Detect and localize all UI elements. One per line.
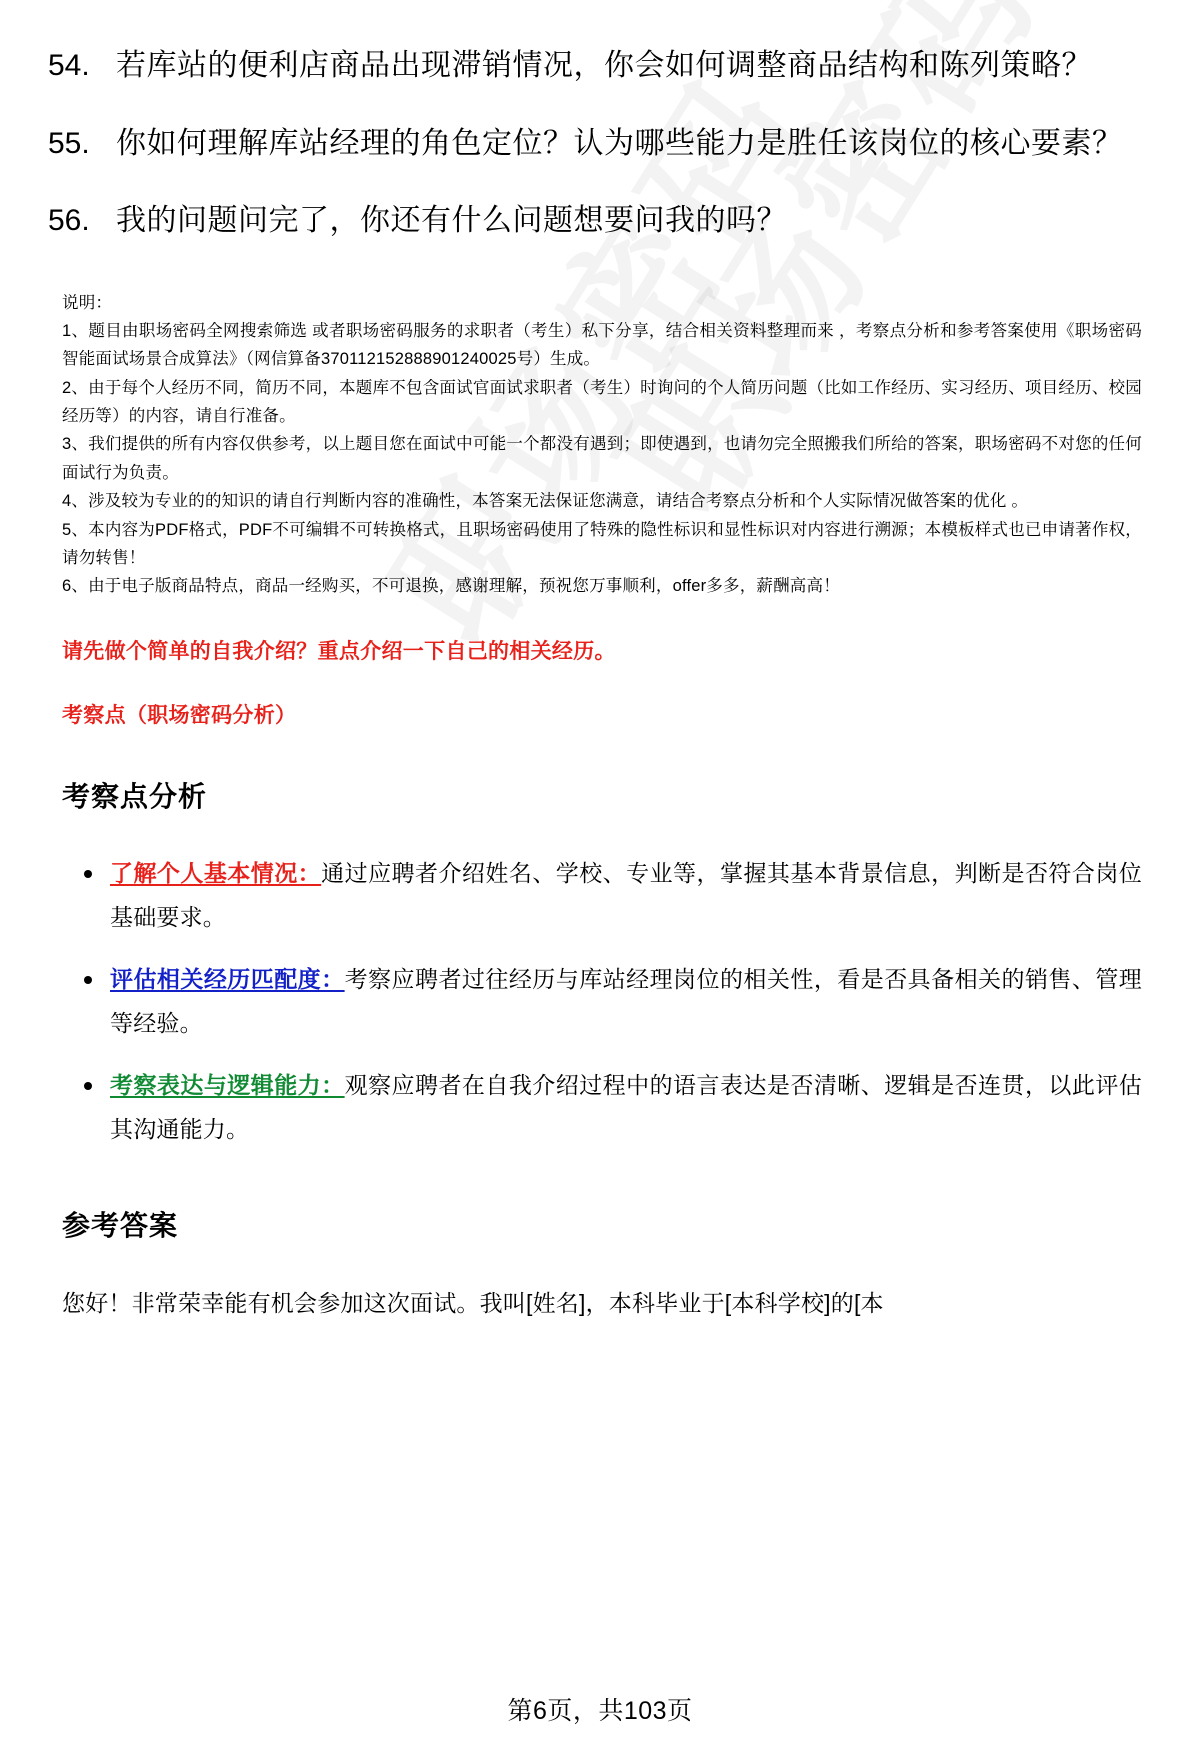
analysis-bullet-item — [110, 1063, 1142, 1151]
note-block — [0, 277, 1200, 601]
analysis-section-heading: 考察点分析 — [62, 780, 208, 812]
question-text: 你如何理解库站经理的角色定位？认为哪些能力是胜任该岗位的核心要素？ — [116, 126, 1123, 160]
question-text: 若库站的便利店商品出现滞销情况，你会如何调整商品结构和陈列策略？ — [116, 49, 1092, 82]
note-item-2: 2、由于每个人经历不同，简历不同，本题库不包含面试官面试求职者（考生）时询问的个人简历问题（比如工作经历、实习经历、项目经历、校园经历等）的内容，请自行准备。 — [62, 378, 1142, 425]
note-item-6: 6、由于电子版商品特点，商品一经购买，不可退换，感谢理解，预祝您万事顺利，offer多多，薪酬高高！ — [62, 577, 840, 596]
bullet-text: 观察应聘者在自我介绍过程中的语言表达是否清晰、逻辑是否连贯，以此评估其沟通能力。 — [110, 1072, 1142, 1143]
analysis-bullet-list — [0, 851, 1200, 1152]
exam-point-heading: 考察点（职场密码分析） — [62, 703, 297, 727]
question-list — [0, 0, 1200, 243]
analysis-bullet-item — [110, 957, 1142, 1045]
bullet-label: 评估相关经历匹配度： — [110, 965, 345, 992]
analysis-bullet-item — [110, 851, 1142, 939]
bullet-label: 了解个人基本情况： — [110, 859, 322, 886]
note-item-1: 1、题目由职场密码全网搜索筛选 或者职场密码服务的求职者（考生）私下分享，结合相关资料整理而来 ，考察点分析和参考答案使用《职场密码智能面试场景合成算法》（网信算备370112152888901240025号）生成。 — [62, 321, 1142, 369]
page-footer: 第6页，共103页 — [507, 1697, 693, 1725]
reference-answer-heading: 参考答案 — [62, 1209, 179, 1241]
reference-answer-text: 您好！非常荣幸能有机会参加这次面试。我叫[姓名]，本科毕业于[本科学校]的[本 — [62, 1289, 884, 1316]
question-number: 56. — [48, 204, 90, 237]
note-item-5: 5、本内容为PDF格式，PDF不可编辑不可转换格式，且职场密码使用了特殊的隐性标识和显性标识对内容进行溯源；本模板样式也已申请著作权，请勿转售！ — [62, 520, 1142, 567]
bullet-text: 考察应聘者过往经历与库站经理岗位的相关性，看是否具备相关的销售、管理等经验。 — [110, 965, 1142, 1037]
bullet-label: 考察表达与逻辑能力： — [110, 1072, 345, 1099]
question-number: 55. — [48, 126, 90, 160]
note-title: 说明： — [62, 293, 113, 312]
bullet-text: 通过应聘者介绍姓名、学校、专业等，掌握其基本背景信息，判断是否符合岗位基础要求。 — [110, 859, 1143, 930]
question-item — [48, 199, 1140, 243]
note-item-3: 3、我们提供的所有内容仅供参考，以上题目您在面试中可能一个都没有遇到；即使遇到，也请勿完全照搬我们所给的答案，职场密码不对您的任何面试行为负责。 — [62, 435, 1142, 482]
question-text: 我的问题问完了，你还有什么问题想要问我的吗？ — [116, 204, 787, 237]
question-item — [48, 44, 1140, 88]
question-number: 54. — [48, 49, 90, 82]
note-item-4: 4、涉及较为专业的的知识的请自行判断内容的准确性，本答案无法保证您满意，请结合考察点分析和个人实际情况做答案的优化 。 — [62, 492, 1029, 511]
interview-prompt-heading: 请先做个简单的自我介绍？重点介绍一下自己的相关经历。 — [62, 639, 616, 663]
question-item — [48, 122, 1140, 166]
